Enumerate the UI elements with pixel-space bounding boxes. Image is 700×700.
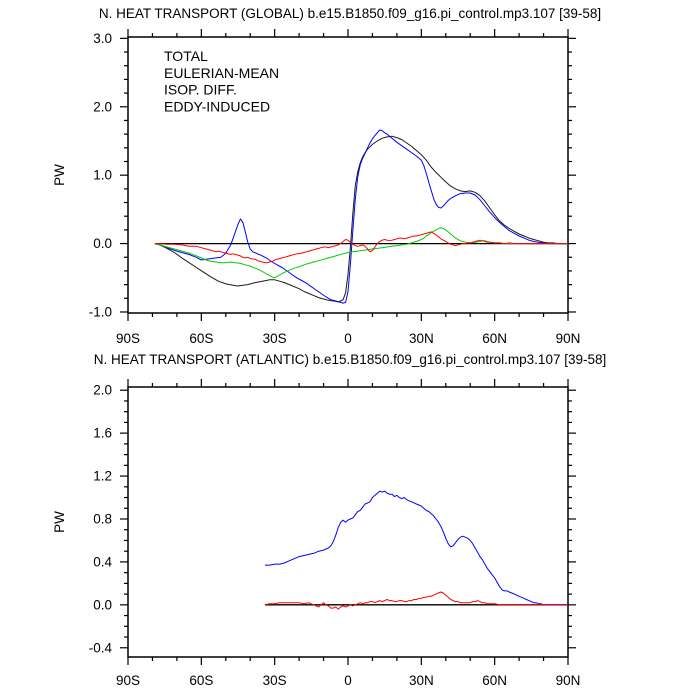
x-tick-label: 30S: [262, 331, 287, 346]
y-tick-label: 3.0: [93, 30, 112, 46]
x-tick-label: 90S: [115, 673, 141, 688]
y-tick-label: 2.0: [93, 99, 112, 115]
series-isop-diff: [155, 228, 568, 278]
y-tick-label: 2.0: [93, 382, 112, 398]
x-tick-label: 30S: [262, 673, 287, 688]
x-tick-label: 60S: [189, 673, 214, 688]
y-tick-label: 1.6: [93, 425, 112, 441]
x-tick-label: 0: [344, 673, 352, 688]
y-tick-label: 0.0: [93, 597, 112, 613]
x-tick-label: 90N: [555, 331, 581, 346]
legend-item-isop-diff-: ISOP. DIFF.: [164, 81, 237, 98]
x-tick-label: 60N: [482, 673, 508, 688]
legend-item-eddy-induced: EDDY-INDUCED: [164, 98, 271, 115]
y-tick-label: -0.4: [88, 640, 112, 656]
legend-item-eulerian-mean: EULERIAN-MEAN: [164, 64, 280, 81]
x-tick-label: 90N: [555, 673, 581, 688]
x-tick-label: 30N: [408, 331, 434, 346]
x-tick-label: 60S: [189, 331, 214, 346]
series-eulerian-mean: [155, 130, 568, 303]
y-tick-label: 1.0: [93, 167, 112, 183]
x-tick-label: 90S: [115, 331, 141, 346]
atlantic-chart-title: N. HEAT TRANSPORT (ATLANTIC) b.e15.B1850.f09_g16.pi_control.mp3.107 [39-58]: [93, 352, 607, 367]
global-chart-title: N. HEAT TRANSPORT (GLOBAL) b.e15.B1850.f09_g16.pi_control.mp3.107 [39-58]: [98, 6, 602, 21]
series-eulerian-mean: [265, 491, 568, 605]
y-tick-label: 1.2: [93, 468, 112, 484]
y-axis-label: PW: [52, 511, 67, 533]
y-tick-label: 0.8: [93, 511, 112, 527]
y-tick-label: -1.0: [88, 304, 112, 320]
plot-box: [128, 387, 568, 657]
legend-item-total: TOTAL: [164, 48, 208, 64]
y-tick-label: 0.4: [93, 554, 112, 570]
y-tick-label: 0.0: [93, 236, 112, 252]
y-axis-label: PW: [52, 164, 67, 186]
series-eddy-induced: [265, 592, 568, 609]
x-tick-label: 60N: [482, 331, 508, 346]
x-tick-label: 0: [344, 331, 352, 346]
x-tick-label: 30N: [408, 673, 434, 688]
